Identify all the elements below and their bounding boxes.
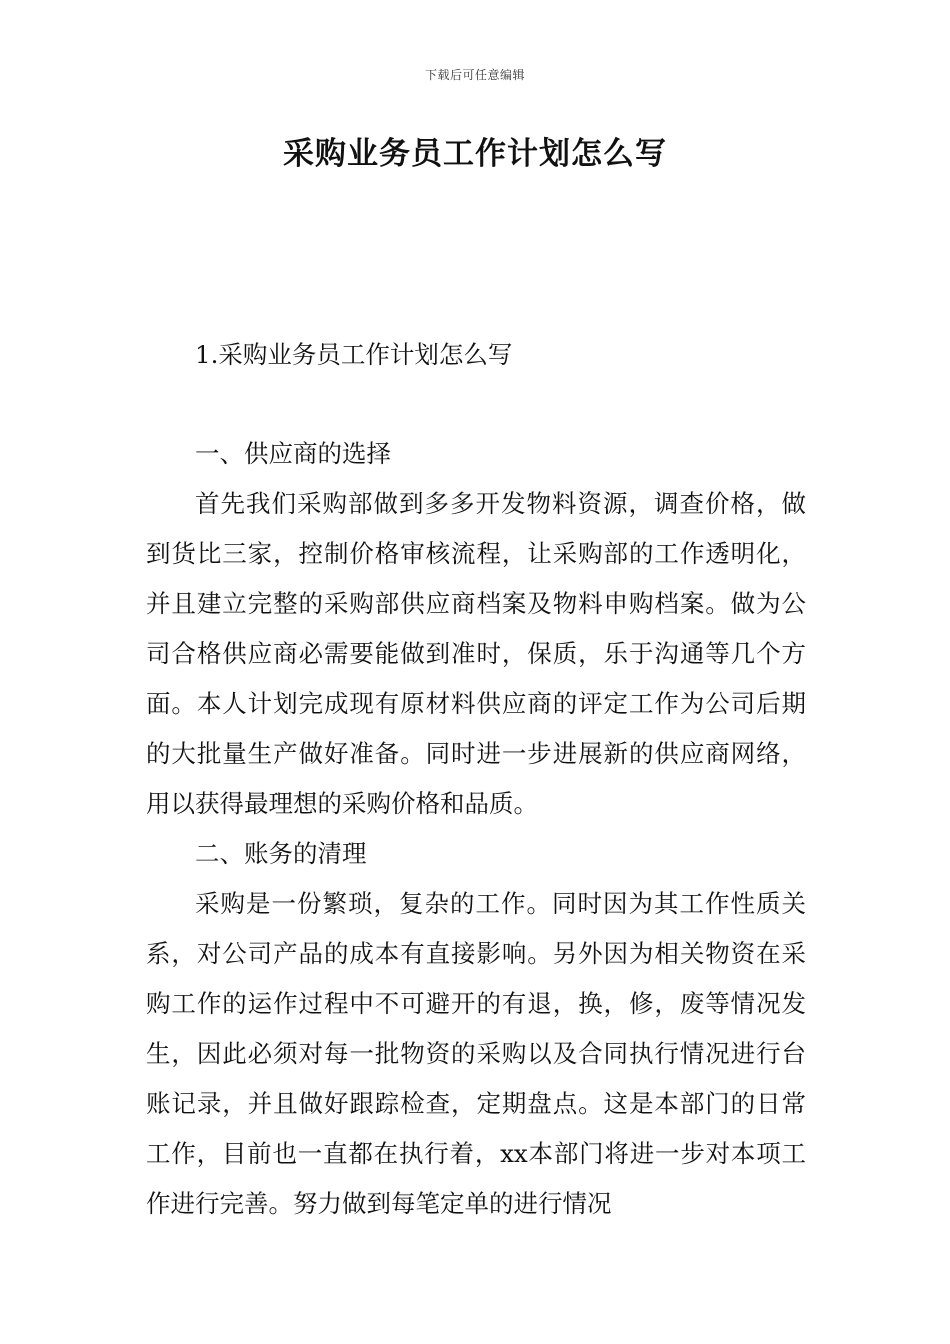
item-heading: 1.采购业务员工作计划怎么写: [195, 340, 513, 369]
document-body: [146, 330, 806, 1229]
document-title: 采购业务员工作计划怎么写: [283, 136, 667, 172]
section-body-suppliers: 首先我们采购部做到多多开发物料资源，调查价格，做到货比三家，控制价格审核流程，让采购部的工作透明化，并且建立完整的采购部供应商档案及物料申购档案。做为公司合格供应商必需要能做到准时，保质，乐于沟通等几个方面。本人计划完成现有原材料供应商的评定工作为公司后期的大批量生产做好准备。同时进一步进展新的供应商网络，用以获得最理想的采购价格和品质。: [146, 489, 806, 818]
header-note: 下载后可任意编辑: [424, 68, 525, 82]
section-heading-suppliers: 一、供应商的选择: [195, 439, 391, 468]
section-body-accounts: 采购是一份繁琐，复杂的工作。同时因为其工作性质关系，对公司产品的成本有直接影响。另外因为相关物资在采购工作的运作过程中不可避开的有退，换，修，废等情况发生，因此必须对每一批物资的采购以及合同执行情况进行台账记录，并且做好跟踪检查，定期盘点。这是本部门的日常工作，目前也一直都在执行着，xx本部门将进一步对本项工作进行完善。努力做到每笔定单的进行情况: [146, 889, 806, 1218]
spacer: [146, 380, 806, 429]
section-heading-accounts: 二、账务的清理: [195, 839, 367, 868]
